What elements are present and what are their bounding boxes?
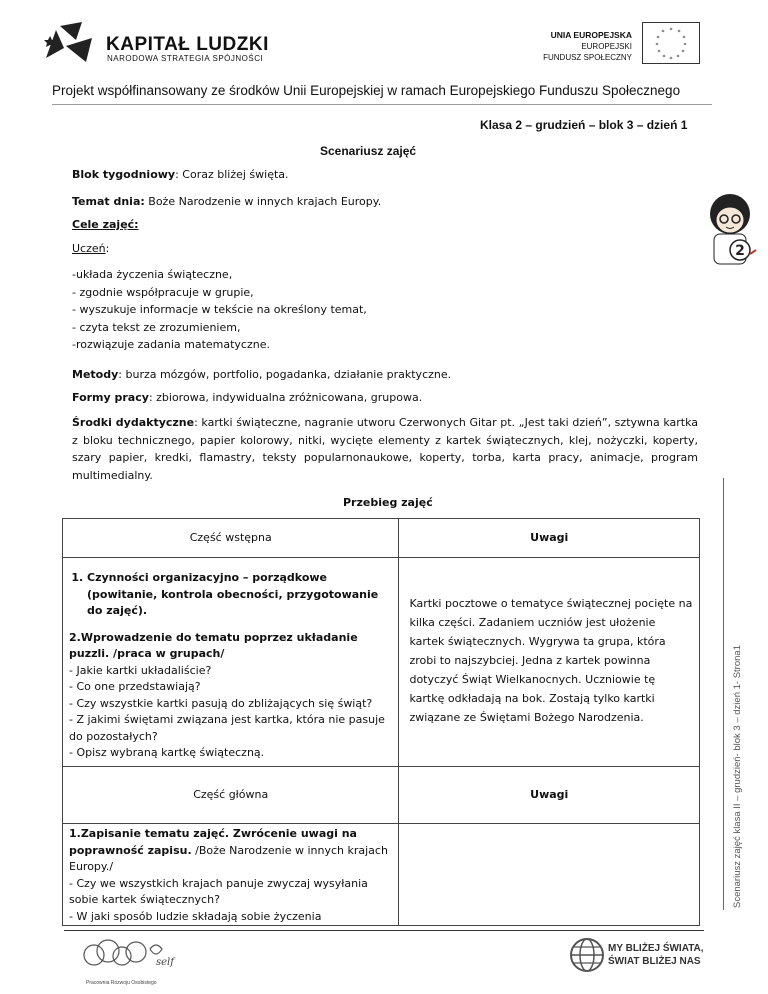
self-caption: Pracownia Rozwoju Osobistego <box>86 980 157 986</box>
srodki-value: : kartki świąteczne, nagranie utworu Czerwonych Gitar pt. „Jest taki dzień”, sztywna kartka z bloku technicznego, papier kolorowy, nitki, wycięte elementy z kartek świątecznych, klej, nożyczki, koperty, szary papier, kredki, flamastry, teksty popularnonaukowe, koperty, torba, karta pracy, animacje, program multimedialny. <box>72 416 698 482</box>
step-2-line: - Jakie kartki układaliście? <box>69 663 212 677</box>
header-uwagi-2: Uwagi <box>399 767 700 824</box>
main-step-after: /Boże Narodzenie w innych krajach Europy./ <box>69 843 388 873</box>
main-line: - W jaki sposób ludzie składają sobie życzenia <box>69 909 322 923</box>
uczen <box>72 240 109 258</box>
self-logo-graphic <box>72 935 182 975</box>
kapital-ludzki-logo <box>42 18 102 66</box>
uwagi-cell-1: Kartki pocztowe o tematyce świątecznej pocięte na kilka części. Zadaniem uczniów jest ułożenie kartek świątecznych. Wygrywa ta grupa, która zrobi to najszybciej. Jedna z kartek powinna dotyczyć Świąt Wielkanocnych. Uczniowie tę kartkę odkładają na bok. Zostają tylko kartki związane ze Świętami Bożego Narodzenia. <box>399 558 700 767</box>
przebieg-title: Przebieg zajęć <box>343 496 433 509</box>
blok-tygodniowy <box>72 166 289 184</box>
step-2-title: 2.Wprowadzenie do tematu poprzez układanie puzzli. /praca w grupach/ <box>69 630 358 660</box>
eu-line-1: UNIA EUROPEJSKA <box>550 30 632 40</box>
glowna-cell <box>63 824 399 926</box>
my-blizej-swiata <box>608 942 704 968</box>
svg-text:*: * <box>683 42 687 49</box>
main-line: - Czy we wszystkich krajach panuje zwyczaj wysyłania sobie kartek świątecznych? <box>69 876 368 906</box>
step-2-line: - Z jakimi świętami związana jest kartka, która nie pasuje do pozostałych? <box>69 713 385 743</box>
formy-label: Formy pracy <box>72 391 149 404</box>
uczen-label: Uczeń <box>72 242 106 255</box>
header-divider <box>52 104 712 105</box>
svg-text:*: * <box>669 27 673 34</box>
footer-divider <box>64 930 704 931</box>
svg-text:*: * <box>681 49 685 56</box>
globe-icon <box>568 936 606 974</box>
cele-list <box>72 266 367 354</box>
temat-dnia <box>72 193 381 211</box>
przebieg-table <box>62 518 700 926</box>
svg-text:*: * <box>682 35 686 42</box>
my-line-2: ŚWIAT BLIŻEJ NAS <box>608 956 701 967</box>
srodki-dydaktyczne <box>72 414 698 484</box>
formy-value: : zbiorowa, indywidualna zróżnicowana, grupowa. <box>148 391 423 404</box>
cel-item: -rozwiązuje zadania matematyczne. <box>72 338 270 351</box>
wstepna-cell <box>63 558 399 767</box>
svg-text:*: * <box>656 35 660 42</box>
eu-flag-icon <box>642 22 700 64</box>
svg-text:*: * <box>657 49 661 56</box>
projekt-line: Projekt współfinansowany ze środków Unii Europejskiej w ramach Europejskiego Funduszu Społecznego <box>52 83 681 98</box>
eu-label <box>540 30 632 63</box>
table-header-row-2 <box>63 767 700 824</box>
svg-text:*: * <box>676 54 680 61</box>
step-1: 1. Czynności organizacyjno – porządkowe (powitanie, kontrola obecności, przygotowanie do zajęć). <box>87 570 392 620</box>
svg-text:self: self <box>156 957 174 968</box>
table-row <box>63 824 700 926</box>
header-uwagi: Uwagi <box>399 519 700 558</box>
kapital-ludzki-subtitle: NARODOWA STRATEGIA SPÓJNOŚCI <box>107 54 264 63</box>
metody <box>72 366 451 384</box>
svg-text:*: * <box>669 56 673 63</box>
metody-label: Metody <box>72 368 119 381</box>
blok-value: : Coraz bliżej święta. <box>175 168 289 181</box>
table-header-row <box>63 519 700 558</box>
eu-line-3: FUNDUSZ SPOŁECZNY <box>543 53 632 62</box>
uczen-colon: : <box>105 242 110 255</box>
svg-text:*: * <box>662 54 666 61</box>
cel-item: - czyta tekst ze zrozumieniem, <box>72 320 241 334</box>
svg-text:*: * <box>677 29 681 36</box>
uwagi-cell-2 <box>399 824 700 926</box>
srodki-label: Środki dydaktyczne <box>72 416 195 429</box>
blok-label: Blok tygodniowy <box>72 168 176 181</box>
svg-text:*: * <box>655 42 659 49</box>
formy-pracy <box>72 389 422 407</box>
cel-item: - wyszukuje informacje w tekście na określony temat, <box>72 303 367 316</box>
header-czesc-wstepna: Część wstępna <box>63 519 399 558</box>
temat-value: Boże Narodzenie w innych krajach Europy. <box>144 195 382 208</box>
klasa-info: Klasa 2 – grudzień – blok 3 – dzień 1 <box>480 118 688 132</box>
side-text: Scenariusz zajęć klasa II – grudzień- blok 3 – dzień 1- Strona1 <box>732 645 743 908</box>
scenariusz-title: Scenariusz zajęć <box>320 144 417 158</box>
kapital-ludzki-title: KAPITAŁ LUDZKI <box>106 34 269 55</box>
eu-line-2: EUROPEJSKI <box>581 42 632 51</box>
svg-text:*: * <box>661 29 665 36</box>
header-czesc-glowna: Część główna <box>63 767 399 824</box>
main-step-bold: 1.Zapisanie tematu zajęć. Zwrócenie uwagi na poprawność zapisu. <box>69 827 357 857</box>
cel-item: -układa życzenia świąteczne, <box>72 268 233 281</box>
cel-item: - zgodnie współpracuje w grupie, <box>72 285 254 299</box>
metody-value: : burza mózgów, portfolio, pogadanka, działanie praktyczne. <box>118 368 452 381</box>
step-2-line: - Opisz wybraną kartkę świąteczną. <box>69 746 265 759</box>
step-2-line: - Co one przedstawiają? <box>69 680 201 693</box>
self-logo <box>72 935 182 985</box>
step-1-list <box>69 570 392 620</box>
kid-mascot-icon <box>700 188 760 273</box>
side-caption <box>722 478 742 908</box>
my-line-1: MY BLIŻEJ ŚWIATA, <box>608 943 704 954</box>
cele-label: Cele zajęć: <box>72 218 139 231</box>
table-row <box>63 558 700 767</box>
temat-label: Temat dnia: <box>72 195 145 208</box>
step-2-line: - Czy wszystkie kartki pasują do zbliżających się świąt? <box>69 696 373 710</box>
svg-text:2: 2 <box>735 243 745 259</box>
